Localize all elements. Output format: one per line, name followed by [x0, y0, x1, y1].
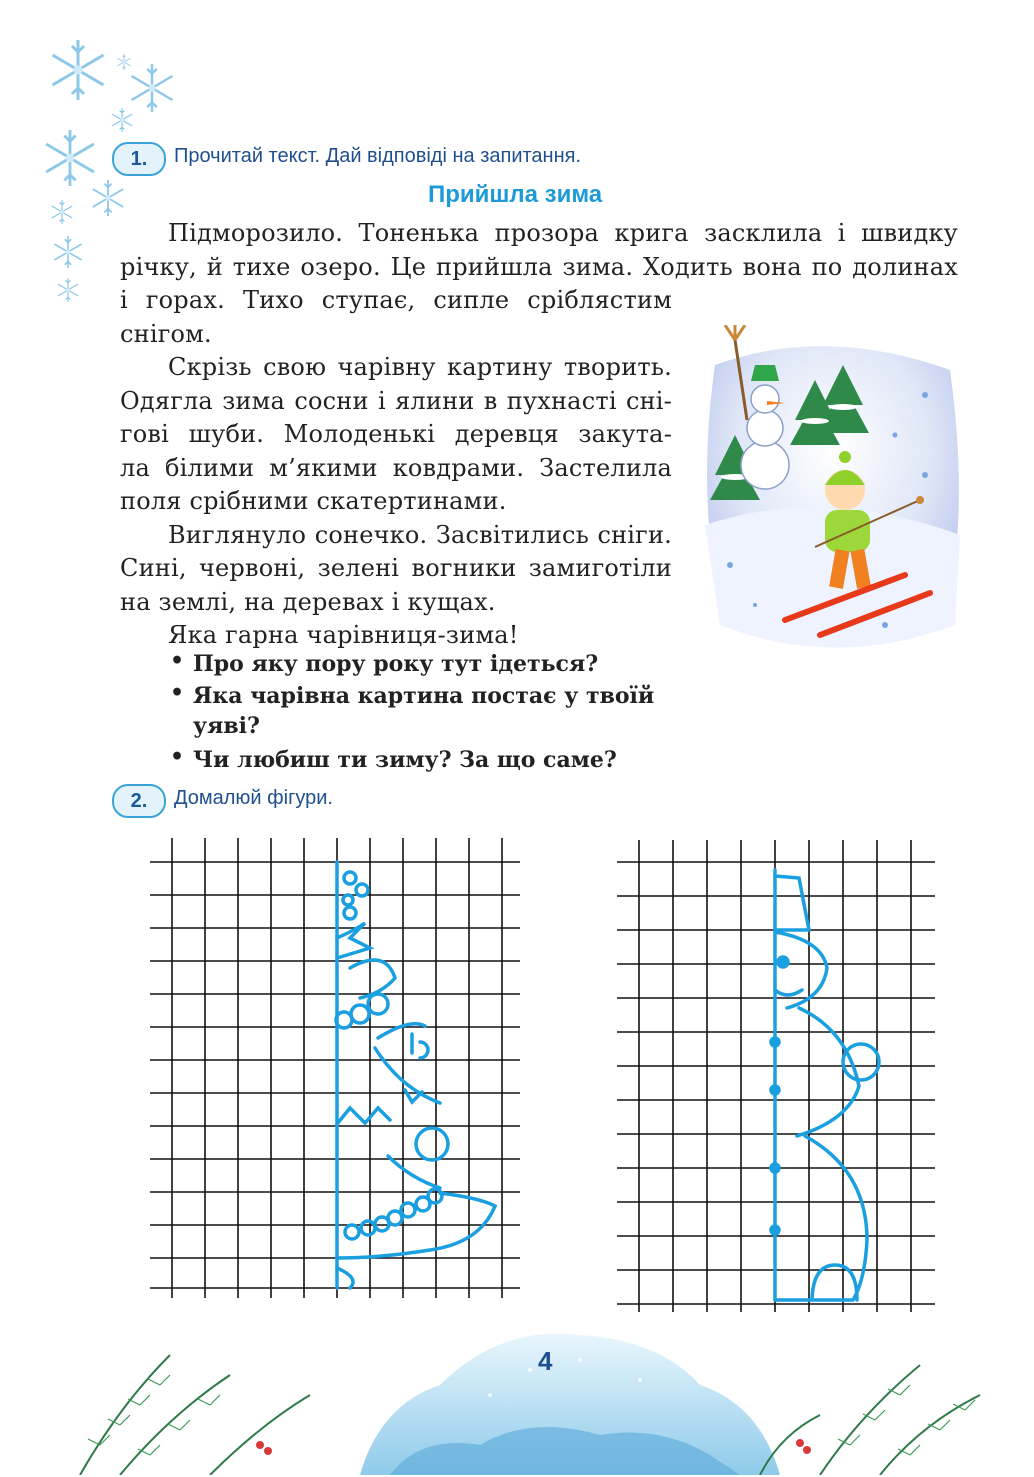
winter-branches-decoration — [60, 1325, 1000, 1475]
story-line: поля срібними скатертинами. — [120, 487, 507, 515]
page-number: 4 — [538, 1346, 553, 1376]
story-line: і горах. Тихо ступає, сипле сріблястим — [120, 286, 672, 314]
question-1: Про яку пору року тут ідеться? — [193, 651, 599, 677]
snowman-skier-illustration — [695, 325, 965, 665]
snowflake-icon — [112, 108, 132, 132]
story-line: Скрізь свою чарівну картину творить. — [168, 353, 672, 381]
bullet-icon: • — [170, 744, 185, 770]
task1-number-badge: 1. — [112, 142, 166, 176]
story-line: на землі, на деревах і кущах. — [120, 587, 496, 616]
snowflake-icon — [53, 40, 104, 100]
snowflake-icon — [132, 64, 173, 112]
bullet-icon: • — [170, 680, 185, 706]
story-text — [120, 217, 958, 284]
story-line: снігом. — [120, 319, 212, 348]
christmas-tree-half — [336, 862, 495, 1288]
snowflake-icon — [93, 180, 124, 216]
story-line: ла білими м’якими ковдрами. Застелила — [120, 453, 672, 482]
grid-right — [617, 840, 937, 1314]
story-line: Одягла зима сосни і ялини в пухнасті сні- — [120, 386, 672, 415]
bullet-icon: • — [170, 648, 185, 674]
story-line: Сині, червоні, зелені вогники замиготіли — [120, 554, 672, 582]
snowflake-icon — [54, 236, 81, 268]
story-line: Підморозило. Тоненька прозора крига засклила і швидку — [168, 219, 958, 247]
grid-lines — [150, 838, 520, 1298]
question-3: Чи любиш ти зиму? За що саме? — [193, 747, 617, 773]
story-title: Прийшла зима — [428, 181, 603, 208]
snowflake-icon — [46, 130, 94, 186]
story-line: Виглянуло сонечко. Засвітились сніги. — [168, 520, 672, 549]
snowflake-icon — [117, 54, 131, 70]
story-line: річку, й тихе озеро. Це прийшла зима. Ходить вона по долинах — [120, 252, 958, 281]
snowflake-icon — [58, 278, 78, 302]
story-line: Яка гарна чарівниця-зима! — [168, 621, 519, 649]
story-line: гові шуби. Молоденькі деревця закута- — [120, 420, 672, 448]
snowflake-icon — [52, 200, 72, 224]
question-2-continued: уяві? — [193, 713, 260, 739]
task2-number-badge: 2. — [112, 784, 166, 818]
story-text-column — [120, 284, 672, 653]
task2-instruction: Домалюй фігури. — [174, 787, 333, 809]
question-2: Яка чарівна картина постає у твоїй — [193, 683, 655, 709]
task1-instruction: Прочитай текст. Дай відповіді на запитання. — [174, 145, 582, 167]
grid-left — [150, 838, 522, 1300]
